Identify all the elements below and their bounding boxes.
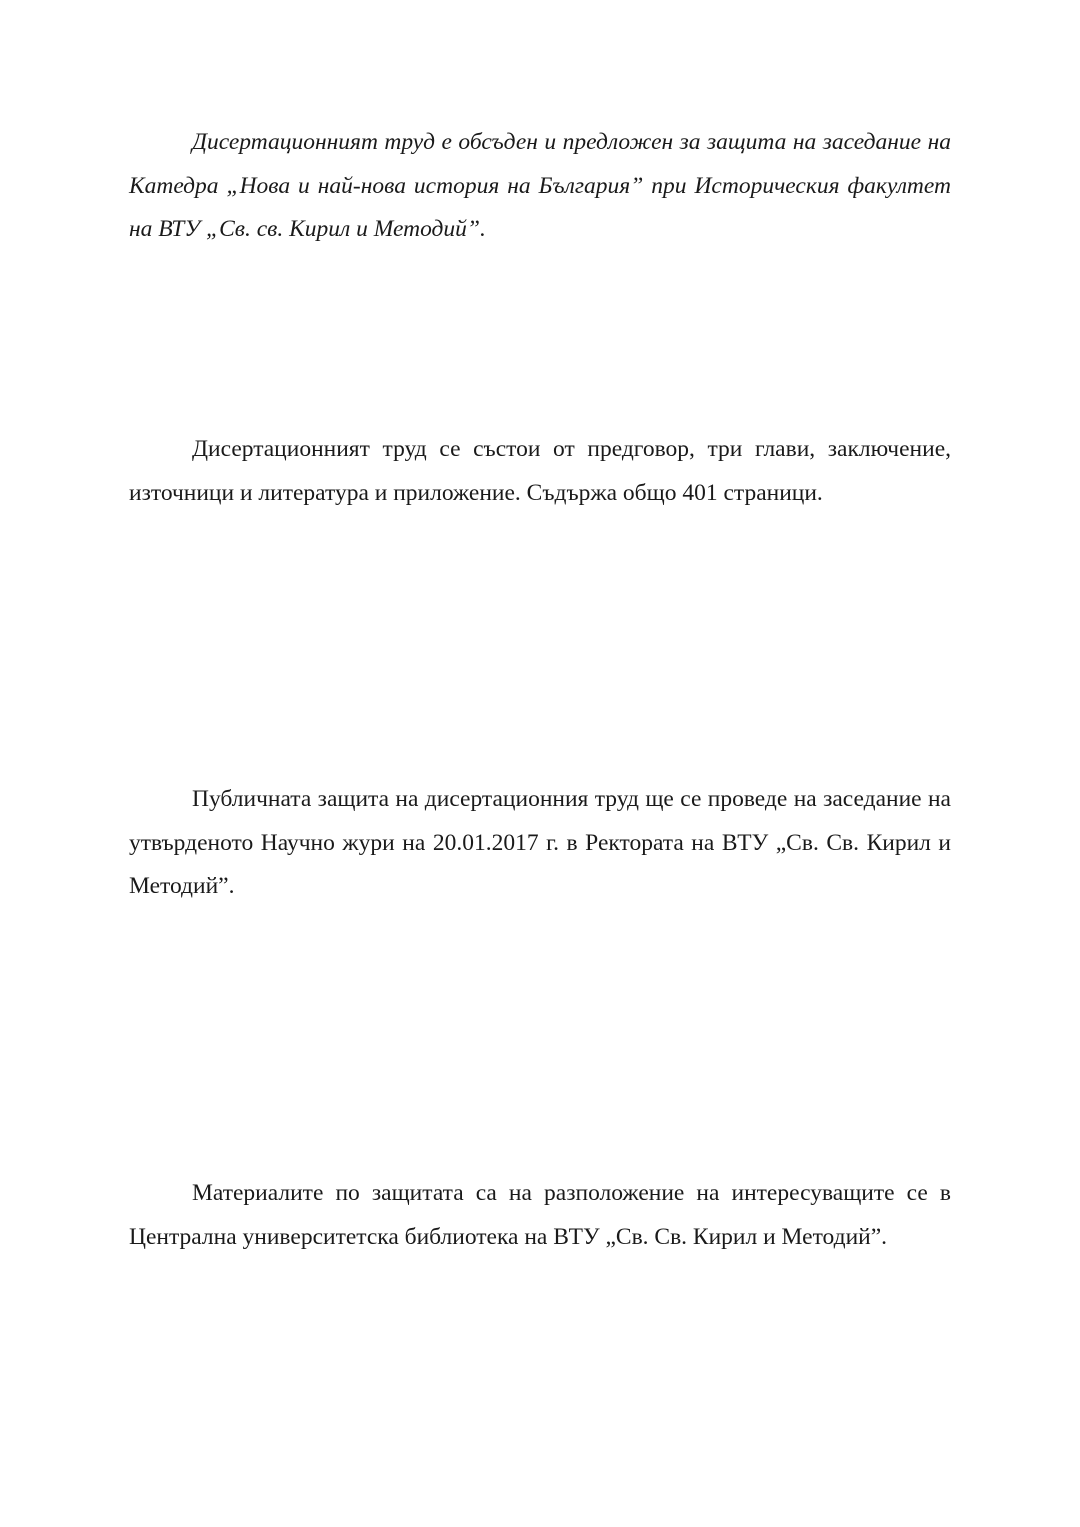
paragraph-materials-availability: Материалите по защитата са на разположение на интересуващите се в Централна университетска библиотека на ВТУ „Св. Св. Кирил и Методий”.: [129, 1180, 951, 1250]
paragraph-dissertation-structure: Дисертационният труд се състои от предговор, три глави, заключение, източници и литература и приложение. Съдържа общо 401 страници.: [129, 436, 951, 506]
paragraph-public-defense: Публичната защита на дисертационния труд ще се проведе на заседание на утвърденото Научно жури на 20.01.2017 г. в Ректората на ВТУ „Св. Св. Кирил и Методий”.: [129, 786, 951, 899]
paragraph-dissertation-discussed: Дисертационният труд е обсъден и предложен за защита на заседание на Катедра „Нова и най-нова история на България” при Историческия факултет на ВТУ „Св. св. Кирил и Методий”.: [129, 129, 951, 242]
